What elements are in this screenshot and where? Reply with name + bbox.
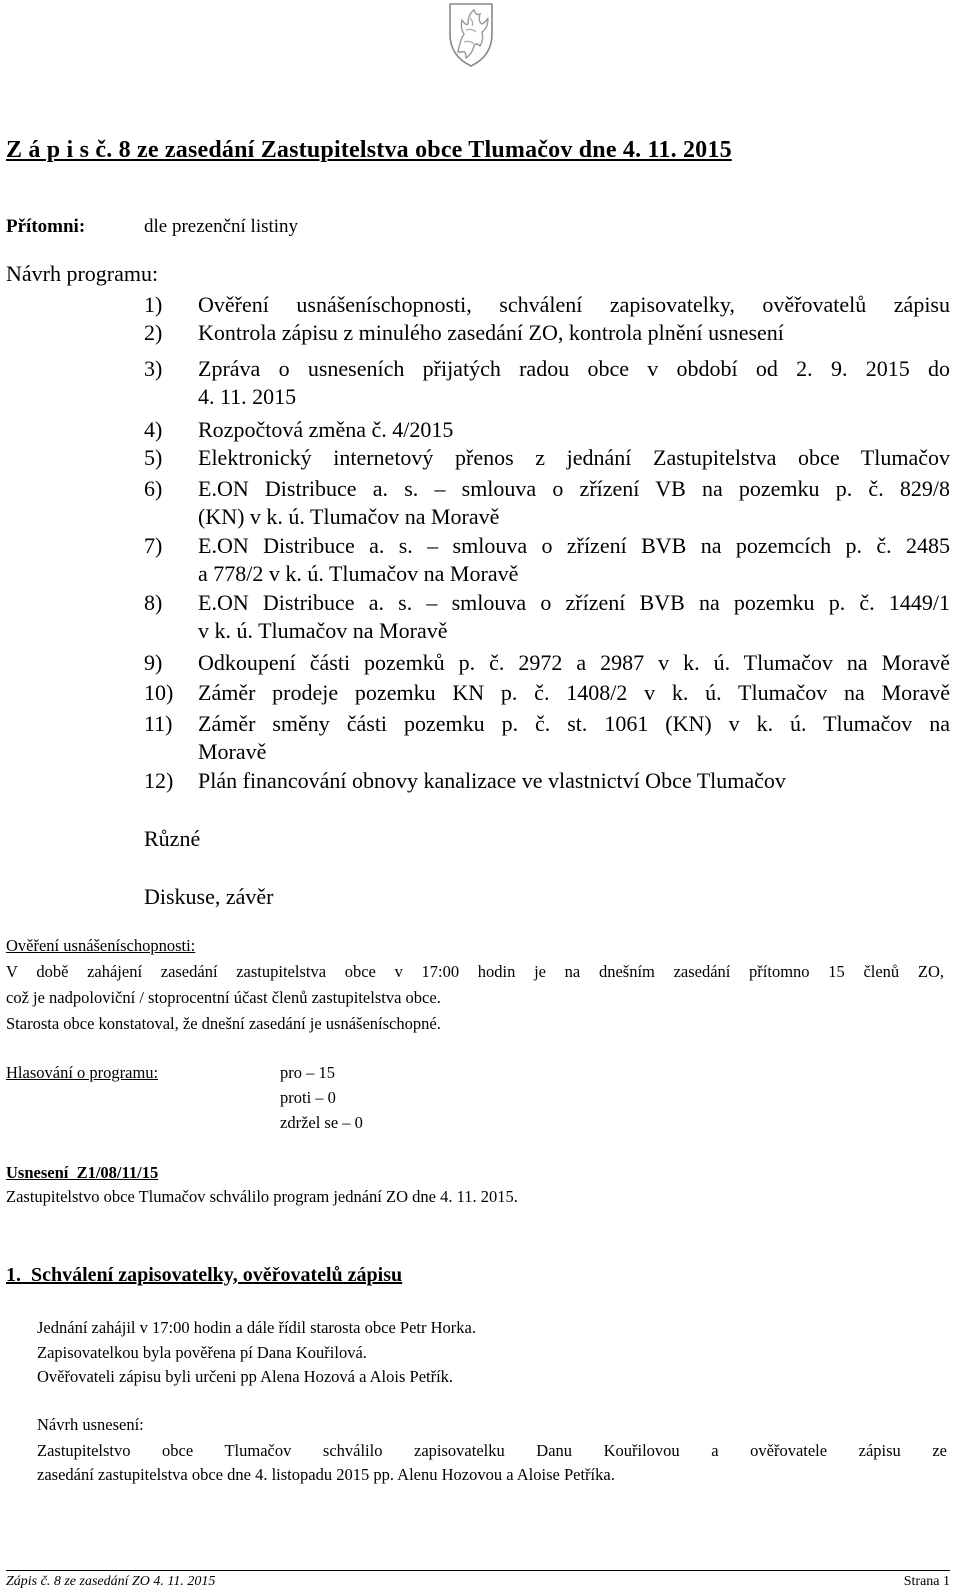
program-item-text: E.ON Distribuce a. s. – smlouva o zřízení VB na pozemku p. č. 829/8 — [198, 476, 950, 501]
program-item-text: Ověření usnášeníschopnosti, schválení zapisovatelky, ověřovatelů zápisu — [198, 292, 950, 317]
program-item-number: 9) — [144, 650, 163, 675]
program-item-number: 11) — [144, 711, 173, 736]
program-item-text: Zpráva o usneseních přijatých radou obce v období od 2. 9. 2015 do — [198, 356, 950, 381]
quorum-line: což je nadpoloviční / stoprocentní účast členů zastupitelstva obce. — [6, 988, 441, 1007]
resolution-heading: Usnesení Z1/08/11/15 — [6, 1163, 159, 1182]
program-item-continuation: 4. 11. 2015 — [198, 384, 297, 409]
program-item-continuation: a 778/2 v k. ú. Tlumačov na Moravě — [198, 561, 519, 586]
municipal-coat-of-arms-logo — [446, 0, 496, 68]
program-item-number: 3) — [144, 356, 163, 381]
program-heading: Návrh programu: — [6, 261, 159, 286]
footer-page-number: Strana 1 — [903, 1574, 950, 1589]
quorum-heading: Ověření usnášeníschopnosti: — [6, 936, 196, 955]
program-item-number: 2) — [144, 320, 163, 345]
present-value: dle prezenční listiny — [144, 216, 299, 237]
proposal-line: zasedání zastupitelstva obce dne 4. listopadu 2015 pp. Alenu Hozovou a Aloise Petříka. — [37, 1465, 615, 1484]
section1-line: Jednání zahájil v 17:00 hodin a dále řídil starosta obce Petr Horka. — [37, 1318, 476, 1337]
program-item-number: 7) — [144, 533, 163, 558]
program-item-number: 6) — [144, 476, 163, 501]
quorum-line: Starosta obce konstatoval, že dnešní zasedání je usnášeníschopné. — [6, 1014, 441, 1033]
present-label: Přítomni: — [6, 216, 86, 237]
program-item-text: Záměr prodeje pozemku KN p. č. 1408/2 v k. ú. Tlumačov na Moravě — [198, 680, 950, 705]
proposal-label: Návrh usnesení: — [37, 1415, 144, 1434]
program-discussion: Diskuse, závěr — [144, 884, 274, 909]
program-item-number: 12) — [144, 768, 174, 793]
program-other: Různé — [144, 826, 201, 851]
program-item-number: 5) — [144, 445, 163, 470]
quorum-line: V době zahájení zasedání zastupitelstva obce v 17:00 hodin je na dnešním zasedání přítomno 15 členů ZO, — [6, 962, 944, 981]
program-item-continuation: (KN) v k. ú. Tlumačov na Moravě — [198, 504, 500, 529]
resolution-text: Zastupitelstvo obce Tlumačov schválilo program jednání ZO dne 4. 11. 2015. — [6, 1187, 518, 1206]
program-item-text: Odkoupení části pozemků p. č. 2972 a 2987 v k. ú. Tlumačov na Moravě — [198, 650, 950, 675]
program-item-text: E.ON Distribuce a. s. – smlouva o zřízení BVB na pozemku p. č. 1449/1 — [198, 590, 950, 615]
vote-against: proti – 0 — [280, 1088, 336, 1107]
section1-line: Zapisovatelkou byla pověřena pí Dana Kouřilová. — [37, 1343, 367, 1362]
program-item-number: 8) — [144, 590, 163, 615]
footer-divider — [6, 1570, 950, 1571]
program-item-number: 4) — [144, 417, 163, 442]
program-item-text: Kontrola zápisu z minulého zasedání ZO, kontrola plnění usnesení — [198, 320, 784, 345]
document-title: Z á p i s č. 8 ze zasedání Zastupitelstva obce Tlumačov dne 4. 11. 2015 — [6, 137, 732, 163]
vote-for: pro – 15 — [280, 1063, 335, 1082]
program-item-continuation: v k. ú. Tlumačov na Moravě — [198, 618, 448, 643]
vote-heading: Hlasování o programu: — [6, 1063, 159, 1082]
proposal-line: Zastupitelstvo obce Tlumačov schválilo zapisovatelku Danu Kouřilovou a ověřovatele zápisu ze — [37, 1441, 947, 1460]
program-item-continuation: Moravě — [198, 739, 267, 764]
program-item-number: 1) — [144, 292, 163, 317]
section1-heading: 1. Schválení zapisovatelky, ověřovatelů zápisu — [6, 1264, 403, 1286]
program-item-text: Rozpočtová změna č. 4/2015 — [198, 417, 454, 442]
footer-document-ref: Zápis č. 8 ze zasedání ZO 4. 11. 2015 — [6, 1574, 216, 1589]
program-item-text: Záměr směny části pozemku p. č. st. 1061 (KN) v k. ú. Tlumačov na — [198, 711, 950, 736]
vote-abstain: zdržel se – 0 — [280, 1113, 363, 1132]
program-item-number: 10) — [144, 680, 174, 705]
program-item-text: E.ON Distribuce a. s. – smlouva o zřízení BVB na pozemcích p. č. 2485 — [198, 533, 950, 558]
program-item-text: Plán financování obnovy kanalizace ve vlastnictví Obce Tlumačov — [198, 768, 786, 793]
program-item-text: Elektronický internetový přenos z jednání Zastupitelstva obce Tlumačov — [198, 445, 950, 470]
section1-line: Ověřovateli zápisu byli určeni pp Alena Hozová a Alois Petřík. — [37, 1367, 454, 1386]
